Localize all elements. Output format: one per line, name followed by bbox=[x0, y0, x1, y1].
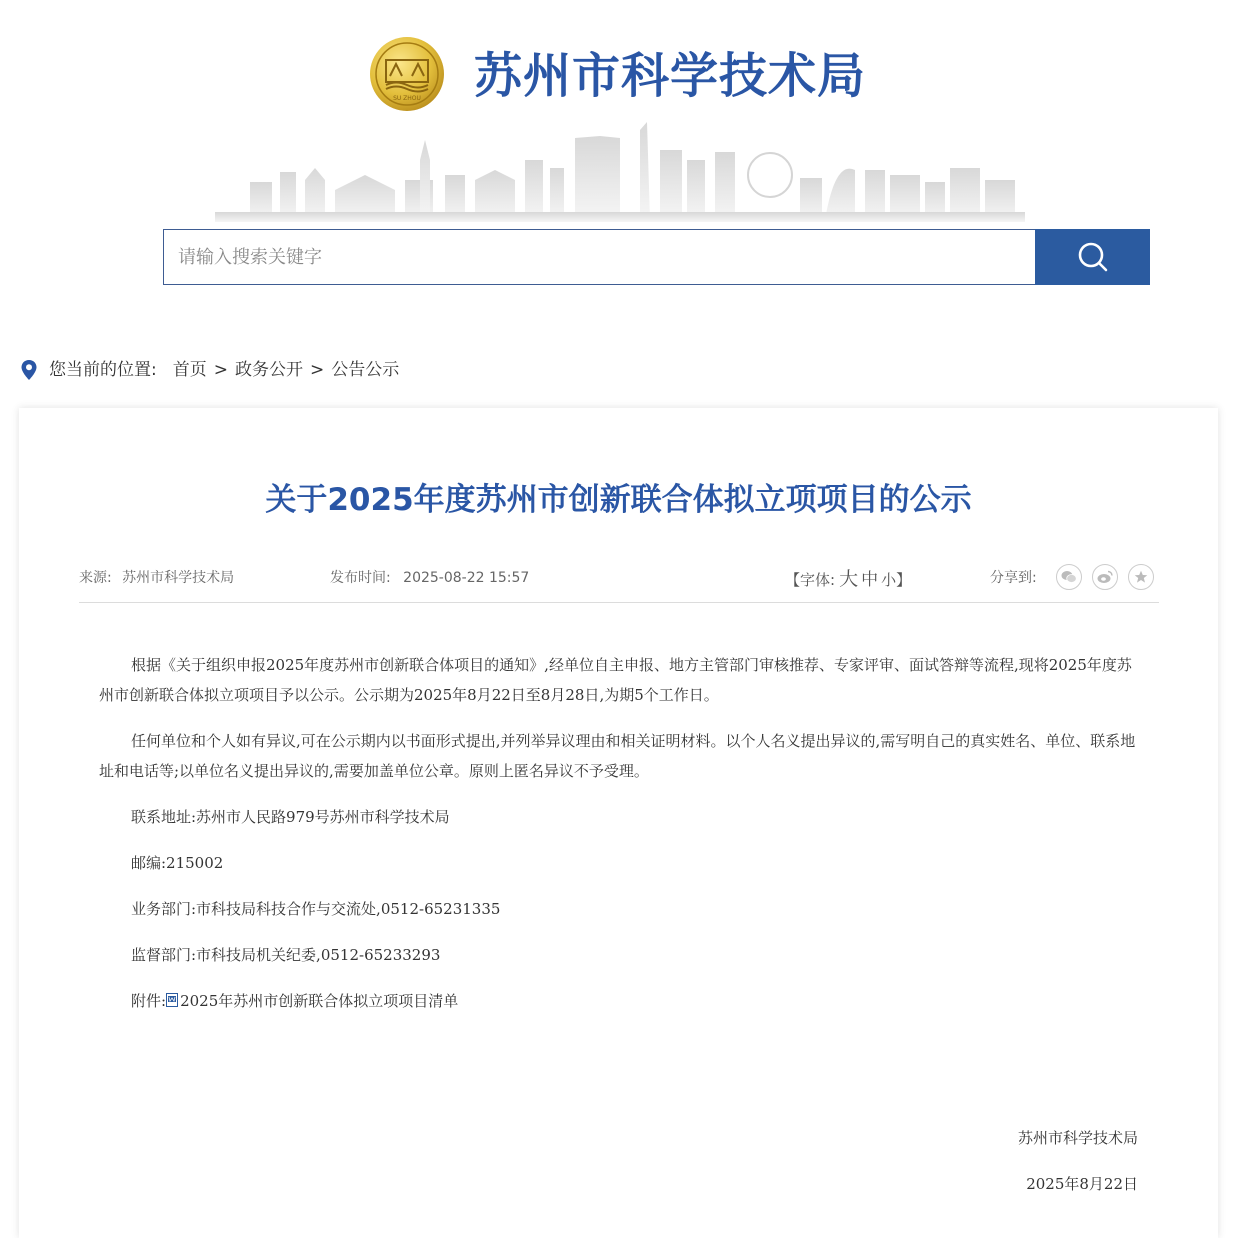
font-size-large[interactable]: 大 bbox=[839, 568, 859, 590]
source-value: 苏州市科学技术局 bbox=[122, 570, 235, 586]
font-size-switcher bbox=[785, 567, 911, 592]
signature-organization: 苏州市科学技术局 bbox=[1017, 1129, 1138, 1147]
font-size-small[interactable]: 小】 bbox=[881, 571, 912, 589]
signature-date: 2025年8月22日 bbox=[1026, 1175, 1138, 1193]
breadcrumb-announcements[interactable]: 公告公示 bbox=[331, 360, 400, 380]
contact-address: 联系地址:苏州市人民路979号苏州市科学技术局 bbox=[131, 808, 450, 826]
font-size-label: 【字体: bbox=[785, 571, 836, 589]
share-weibo-button[interactable] bbox=[1092, 564, 1118, 590]
search-input[interactable] bbox=[163, 229, 1035, 285]
breadcrumb-gov-affairs[interactable]: 政务公开 bbox=[234, 360, 303, 380]
weibo-icon bbox=[1097, 570, 1113, 584]
breadcrumb-separator: > bbox=[213, 360, 228, 380]
article-source bbox=[79, 566, 234, 590]
breadcrumb bbox=[20, 356, 399, 384]
share-wechat-button[interactable] bbox=[1056, 564, 1082, 590]
location-pin-icon bbox=[20, 359, 38, 381]
word-document-icon bbox=[166, 993, 178, 1007]
attachment-link[interactable] bbox=[166, 992, 458, 1010]
postcode: 邮编:215002 bbox=[131, 854, 224, 872]
article-card bbox=[19, 408, 1218, 1238]
attachment-label: 附件: bbox=[131, 992, 167, 1010]
search-button[interactable] bbox=[1035, 229, 1150, 285]
business-department: 业务部门:市科技局科技合作与交流处,0512-65231335 bbox=[131, 900, 501, 918]
breadcrumb-prefix: 您当前的位置: bbox=[49, 360, 157, 380]
article-meta bbox=[79, 566, 1159, 603]
attachment-name: 2025年苏州市创新联合体拟立项项目清单 bbox=[180, 992, 459, 1010]
article-paragraph: 根据《关于组织申报2025年度苏州市创新联合体项目的通知》,经单位自主申报、地方主管部门审核推荐、专家评审、面试答辩等流程,现将2025年度苏州市创新联合体拟立项项目予以公示。公示期为2025年8月22日至8月28日,为期5个工作日。 bbox=[99, 656, 1132, 704]
site-header bbox=[0, 0, 1236, 300]
attachment-line bbox=[99, 986, 1144, 1016]
svg-text:SU ZHOU: SU ZHOU bbox=[393, 95, 421, 102]
share-label: 分享到: bbox=[990, 570, 1037, 586]
article-publish-time bbox=[330, 566, 529, 590]
site-title: 苏州市科学技术局 bbox=[474, 48, 867, 104]
source-label: 来源: bbox=[79, 570, 112, 586]
suzhou-seal-logo[interactable] bbox=[369, 36, 445, 112]
share-favorite-button[interactable] bbox=[1128, 564, 1154, 590]
article-paragraph: 任何单位和个人如有异议,可在公示期内以书面形式提出,并列举异议理由和相关证明材料。以个人名义提出异议的,需写明自己的真实姓名、单位、联系地址和电话等;以单位名义提出异议的,需要加盖单位公章。原则上匿名异议不予受理。 bbox=[99, 732, 1136, 780]
article-body bbox=[99, 650, 1144, 1032]
time-value: 2025-08-22 15:57 bbox=[403, 570, 530, 586]
article-title: 关于2025年度苏州市创新联合体拟立项项目的公示 bbox=[265, 482, 972, 518]
city-skyline-illustration bbox=[215, 120, 1025, 222]
breadcrumb-home[interactable]: 首页 bbox=[172, 360, 207, 380]
search-icon bbox=[1077, 241, 1109, 273]
breadcrumb-separator: > bbox=[309, 360, 325, 380]
font-size-medium[interactable]: 中 bbox=[861, 570, 879, 590]
star-icon bbox=[1134, 570, 1148, 584]
wechat-icon bbox=[1061, 570, 1077, 584]
time-label: 发布时间: bbox=[330, 570, 391, 586]
supervision-department: 监督部门:市科技局机关纪委,0512-65233293 bbox=[131, 946, 441, 964]
